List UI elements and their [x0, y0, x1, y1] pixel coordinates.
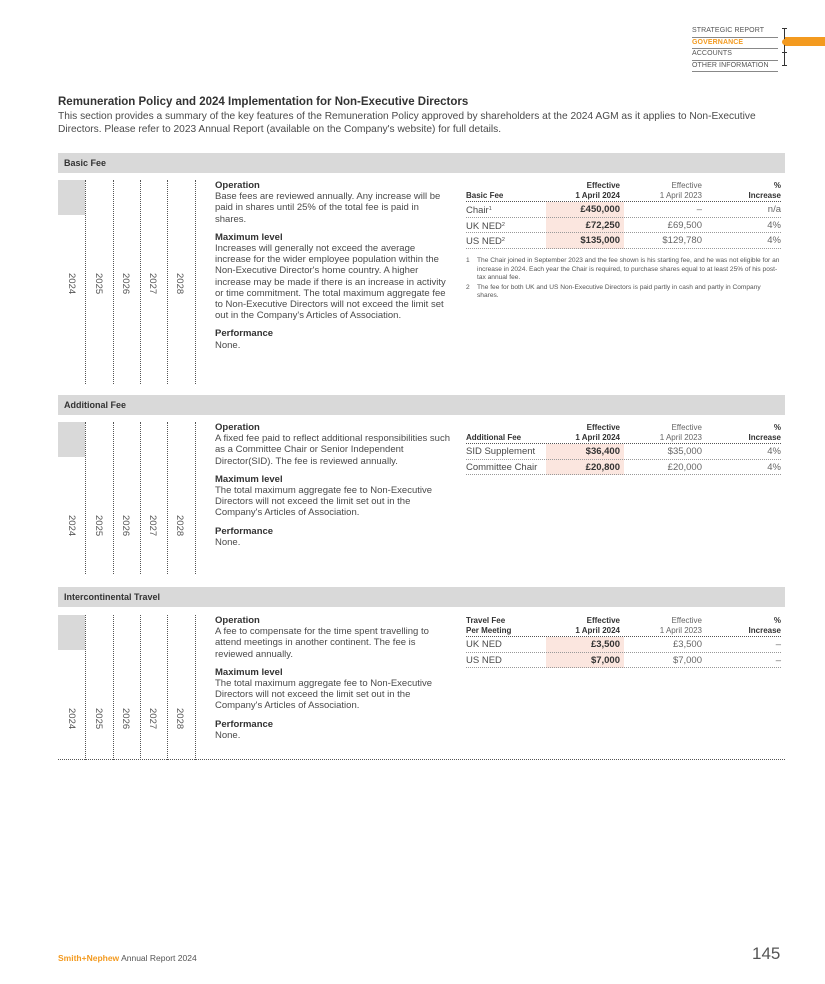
timeline-current-year-shade: [58, 422, 85, 457]
policy-text-intercontinental-travel: [215, 615, 450, 748]
row-label: SID Supplement: [466, 446, 536, 457]
year-label: 2027: [147, 708, 158, 730]
fee-increase: 4%: [767, 446, 781, 457]
year-label: 2024: [66, 515, 77, 537]
footnote-ref: 1: [488, 206, 492, 212]
header-line: 1 April 2023: [659, 625, 702, 635]
header-line: %: [773, 181, 781, 190]
operation-heading: Operation: [215, 615, 260, 626]
timeline-divider: [140, 422, 141, 574]
fee-2024: $7,000: [590, 654, 620, 666]
header-line: 1 April 2023: [659, 190, 702, 200]
timeline-divider: [167, 180, 168, 384]
column-header-2023: [626, 616, 702, 635]
timeline-current-year-shade: [58, 615, 85, 650]
section-bar-additional-fee: Additional Fee: [58, 395, 785, 415]
footnote-text: The fee for both UK and US Non-Executive Directors is paid partly in cash and partly in Company shares.: [477, 283, 761, 300]
column-header-2023: [626, 181, 702, 200]
fee-2023: £69,500: [667, 219, 702, 231]
column-header-2024: [546, 616, 622, 635]
operation-heading: Operation: [215, 180, 260, 191]
section-bar-intercontinental-travel: Intercontinental Travel: [58, 587, 785, 607]
fee-2024: $36,400: [585, 446, 620, 457]
footnote-number: 1: [466, 257, 470, 264]
maximum-level-text: The total maximum aggregate fee to Non-Executive Directors will not exceed the limit set out in the Company's Articles of Association.: [215, 678, 433, 712]
year-label: 2024: [66, 708, 77, 730]
performance-heading: Performance: [215, 328, 274, 340]
performance-heading: Performance: [215, 525, 274, 537]
fee-2023: £20,000: [667, 461, 702, 473]
footnote-text: The Chair joined in September 2023 and the fee shown is his starting fee, and he was not eligible for an increase in 2024. Each year the Chair is required, to purchase shares equal to at least 25% of his post-tax annual fee.: [477, 257, 780, 282]
performance-text: None.: [215, 729, 241, 741]
year-label: 2025: [93, 273, 104, 295]
year-timeline: [58, 180, 198, 384]
year-timeline: [58, 615, 198, 760]
performance-text: None.: [215, 536, 241, 548]
footnote: [466, 284, 784, 301]
nav-tick: [782, 65, 787, 66]
intro-paragraph: This section provides a summary of the key features of the Remuneration Policy approved by shareholders at the 2024 AGM as it applies to Non-Executive Directors. Please refer to 2023 Annual Report (available on the Company's website) for full details.: [58, 111, 756, 135]
nav-item-accounts[interactable]: ACCOUNTS: [692, 49, 778, 61]
active-section-dot: [782, 39, 788, 45]
active-section-tab: [785, 37, 825, 46]
column-header-fee-type: [466, 616, 511, 635]
header-line: Effective: [586, 181, 620, 190]
maximum-level-heading: Maximum level: [215, 666, 283, 678]
header-line: Travel Fee: [466, 616, 506, 625]
year-label: 2025: [93, 708, 104, 730]
column-header-2023: [626, 423, 702, 442]
header-line: 1 April 2024: [575, 190, 620, 200]
fee-increase: 4%: [767, 461, 781, 473]
table-row: [466, 653, 781, 669]
header-line: Per Meeting: [466, 625, 512, 635]
fee-2024: £3,500: [590, 639, 620, 650]
timeline-divider: [195, 180, 196, 384]
section-bottom-rule: [58, 759, 785, 760]
column-header-increase: [706, 181, 781, 200]
fee-2024: £72,250: [585, 219, 620, 231]
year-label: 2028: [174, 708, 185, 730]
table-row: [466, 233, 781, 249]
operation-text: A fixed fee paid to reflect additional responsibilities such as a Committee Chair or Senior Independent Director(SID). The fee is reviewed annually.: [215, 433, 450, 467]
nav-tick: [782, 28, 787, 29]
operation-heading: Operation: [215, 422, 260, 433]
table-header: [466, 422, 781, 444]
footnote-number: 2: [466, 283, 470, 291]
maximum-level-heading: Maximum level: [215, 473, 283, 485]
year-label: 2027: [147, 273, 158, 295]
maximum-level-text: Increases will generally not exceed the average increase for the wider employee population within the Non-Executive Director's home country. A higher increase may be made if there is an increase in activity or time commitment. The total maximum aggregate fee to Non-Executive Directors will not exceed the limit set out in the Company's Articles of Association.: [215, 243, 446, 322]
table-row: [466, 637, 781, 653]
column-header-fee-type: Additional Fee: [466, 432, 522, 442]
fee-increase: 4%: [767, 219, 781, 231]
header-line: Effective: [671, 181, 702, 190]
table-row: [466, 202, 781, 218]
fee-2023: $7,000: [672, 654, 702, 666]
page-title: Remuneration Policy and 2024 Implementation for Non-Executive Directors: [58, 96, 469, 108]
header-line: Increase: [748, 190, 781, 200]
timeline-divider: [85, 180, 86, 384]
header-line: Effective: [586, 423, 620, 432]
header-line: Effective: [671, 423, 702, 432]
footnote-ref: 2: [501, 237, 505, 243]
timeline-divider: [195, 615, 196, 760]
table-row: [466, 218, 781, 234]
fee-2024: £450,000: [580, 204, 620, 215]
fee-increase: n/a: [767, 204, 781, 215]
maximum-level-text: The total maximum aggregate fee to Non-Executive Directors will not exceed the limit set out in the Company's Articles of Association.: [215, 485, 433, 519]
row-label: [466, 233, 505, 249]
header-line: Increase: [748, 432, 781, 442]
table-header: [466, 615, 781, 637]
report-name: Annual Report 2024: [121, 953, 197, 963]
year-label: 2026: [120, 708, 131, 730]
column-header-increase: [706, 423, 781, 442]
page-number: 145: [752, 944, 781, 963]
timeline-divider: [113, 615, 114, 760]
section-navigation: [692, 26, 778, 72]
timeline-divider: [85, 422, 86, 574]
nav-item-strategic-report[interactable]: STRATEGIC REPORT: [692, 26, 778, 38]
row-label: [466, 202, 492, 218]
fee-table-additional-fee: [466, 422, 781, 475]
nav-item-other-information[interactable]: OTHER INFORMATION: [692, 61, 778, 73]
table-header: [466, 180, 781, 202]
fee-increase: –: [775, 639, 781, 650]
year-label: 2024: [66, 273, 77, 295]
timeline-divider: [140, 180, 141, 384]
operation-text: A fee to compensate for the time spent travelling to attend meetings in another continent. The fee is reviewed annually.: [215, 626, 429, 660]
timeline-divider: [167, 422, 168, 574]
timeline-divider: [85, 615, 86, 760]
header-line: Effective: [671, 616, 702, 625]
table-row: [466, 444, 781, 460]
fee-2023: $35,000: [667, 446, 702, 457]
header-line: Increase: [748, 625, 781, 635]
header-line: %: [773, 616, 781, 625]
year-label: 2028: [174, 273, 185, 295]
year-label: 2027: [147, 515, 158, 537]
nav-item-governance[interactable]: GOVERNANCE: [692, 38, 778, 50]
row-label-text: Chair: [466, 205, 489, 216]
policy-text-additional-fee: [215, 422, 450, 555]
performance-heading: Performance: [215, 718, 274, 730]
fee-increase: –: [775, 654, 781, 666]
brand-name: Smith+Nephew: [58, 953, 120, 963]
footnote-ref: 2: [501, 221, 505, 228]
timeline-divider: [113, 180, 114, 384]
header-line: 1 April 2023: [659, 432, 702, 442]
header-line: Effective: [586, 616, 620, 625]
year-label: 2025: [93, 515, 104, 537]
maximum-level-heading: Maximum level: [215, 231, 283, 243]
column-header-2024: [546, 423, 622, 442]
fee-table-basic-fee: [466, 180, 781, 249]
performance-text: None.: [215, 339, 241, 351]
header-line: 1 April 2024: [575, 432, 620, 442]
year-timeline: [58, 422, 198, 574]
row-label-text: UK NED: [466, 220, 502, 232]
operation-text: Base fees are reviewed annually. Any increase will be paid in shares until 25% of the total fee is paid in shares.: [215, 191, 441, 225]
column-header-2024: [546, 181, 622, 200]
row-label: [466, 218, 505, 234]
timeline-current-year-shade: [58, 180, 85, 215]
year-label: 2026: [120, 515, 131, 537]
timeline-divider: [140, 615, 141, 760]
footer-brand: [58, 953, 197, 963]
timeline-divider: [113, 422, 114, 574]
nav-rail: [784, 28, 785, 66]
header-line: 1 April 2024: [575, 625, 620, 635]
row-label: Committee Chair: [466, 461, 538, 473]
column-header-increase: [706, 616, 781, 635]
row-label: UK NED: [466, 639, 502, 650]
column-header-fee-type: Basic Fee: [466, 190, 504, 200]
header-line: %: [773, 423, 781, 432]
table-footnotes: [466, 257, 784, 302]
timeline-divider: [167, 615, 168, 760]
fee-2024: $135,000: [580, 235, 620, 246]
fee-increase: 4%: [767, 235, 781, 246]
fee-table-intercontinental-travel: [466, 615, 781, 668]
fee-2023: £3,500: [672, 639, 702, 650]
footnote: [466, 257, 784, 283]
row-label: US NED: [466, 654, 502, 666]
fee-2024: £20,800: [585, 461, 620, 473]
year-label: 2026: [120, 273, 131, 295]
policy-text-basic-fee: [215, 180, 450, 358]
nav-tick: [782, 52, 787, 53]
table-row: [466, 460, 781, 476]
timeline-divider: [195, 422, 196, 574]
fee-2023: –: [696, 204, 702, 215]
row-label-text: US NED: [466, 236, 502, 247]
section-bar-basic-fee: Basic Fee: [58, 153, 785, 173]
year-label: 2028: [174, 515, 185, 537]
fee-2023: $129,780: [662, 235, 702, 246]
